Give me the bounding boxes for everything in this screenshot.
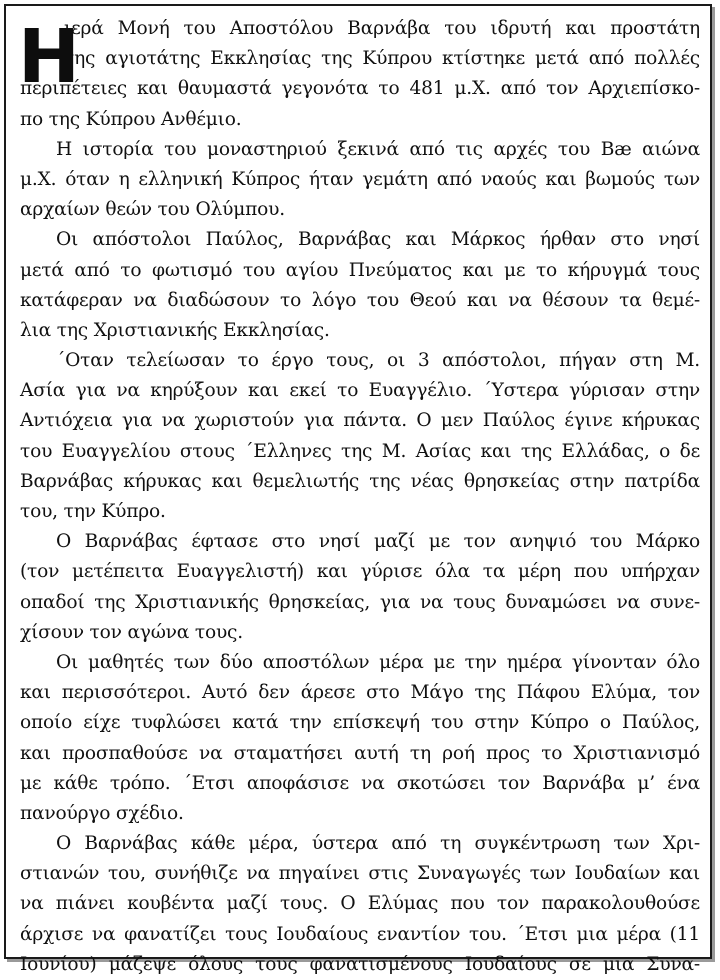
text-line: πο της Κύπρου Ανθέμιο.: [20, 108, 242, 130]
text-line: με κάθε τρόπο. ΄Ετσι αποφάσισε να σκοτώσει τον Βαρνάβα μ’ ένα: [20, 772, 700, 794]
text-line: να πιάνει κουβέντα μαζί τους. Ο Ελύμας που τον παρακολουθούσε: [20, 893, 700, 915]
paragraph-4: [20, 346, 700, 527]
text-line: Οι απόστολοι Παύλος, Βαρνάβας και Μάρκος ήρθαν στο νησί: [56, 229, 700, 251]
text-line: Ιουνίου) μάζεψε όλους τους φανατισμένους Ιουδαίους σε μια Συνα-: [20, 953, 700, 975]
text-line: Οι μαθητές των δύο αποστόλων μέρα με την ημέρα γίνονταν όλο: [56, 651, 700, 673]
text-line: άρχισε να φανατίζει τους Ιουδαίους εναντίον του. ΄Ετσι μια μέρα (11: [20, 923, 700, 945]
text-line: στιανών του, συνήθιζε να πηγαίνει στις Συναγωγές των Ιουδαίων και: [20, 863, 700, 885]
text-line: Ο Βαρνάβας κάθε μέρα, ύστερα από τη συγκέντρωση των Χρι-: [56, 833, 700, 855]
text-line: ιερά Μονή του Αποστόλου Βαρνάβα του ιδρυτή και προστάτη: [64, 18, 700, 39]
text-line: Αντιόχεια για να χωριστούν για πάντα. Ο μεν Παύλος έγινε κήρυκας: [20, 410, 700, 432]
text-line: του, την Κύπρο.: [20, 501, 166, 522]
text-line: του Ευαγγελίου στους ΄Ελληνες της Μ. Ασίας και της Ελλάδας, ο δε: [20, 440, 700, 462]
text-line: λια της Χριστιανικής Εκκλησίας.: [20, 319, 330, 341]
text-line: μετά από το φωτισμό του αγίου Πνεύματος και με το κήρυγμά τους: [20, 259, 700, 281]
drop-cap: Η: [18, 14, 80, 100]
text-line: (τον μετέπειτα Ευαγγελιστή) και γύρισε όλα τα μέρη που υπήρχαν: [20, 561, 700, 583]
text-line: και περισσότεροι. Αυτό δεν άρεσε στο Μάγο της Πάφου Ελύμα, τον: [20, 682, 700, 704]
text-line: Ο Βαρνάβας έφτασε στο νησί μαζί με τον ανηψιό του Μάρκο: [56, 531, 700, 553]
paragraph-2: [20, 135, 700, 226]
text-line: της αγιοτάτης Εκκλησίας της Κύπρου κτίστηκε μετά από πολλές: [64, 48, 700, 70]
article-body: [20, 14, 700, 980]
paragraph-3: [20, 225, 700, 346]
text-line: ΄Οταν τελείωσαν το έργο τους, οι 3 απόστολοι, πήγαν στη Μ.: [56, 350, 700, 372]
paragraph-5: [20, 527, 700, 648]
text-line: οποίο είχε τυφλώσει κατά την επίσκεψή του στην Κύπρο ο Παύλος,: [20, 712, 700, 734]
text-line: κατάφεραν να διαδώσουν το λόγο του Θεού και να θέσουν τα θεμέ-: [20, 289, 700, 311]
text-line: αρχαίων θεών του Ολύμπου.: [20, 199, 285, 221]
text-line: οπαδοί της Χριστιανικής θρησκείας, για να τους δυναμώσει να συνε-: [20, 591, 700, 613]
text-line: Βαρνάβας κήρυκας και θεμελιωτής της νέας θρησκείας στην πατρίδα: [20, 470, 700, 492]
paragraph-6: [20, 648, 700, 829]
paragraph-1: [20, 14, 700, 135]
text-line: πανούργο σχέδιο.: [20, 802, 184, 824]
text-line: Η ιστορία του μοναστηριού ξεκινά από τις αρχές του Βæ αιώνα: [56, 138, 700, 160]
text-line: Ασία για να κηρύξουν και εκεί το Ευαγγέλιο. ΄Υστερα γύρισαν στην: [20, 380, 700, 402]
paragraph-7: [20, 829, 700, 980]
text-line: μ.Χ. όταν η ελληνική Κύπρος ήταν γεμάτη από ναούς και βωμούς των: [20, 168, 700, 190]
text-line: και προσπαθούσε να σταματήσει αυτή τη ροή προς το Χριστιανισμό: [20, 742, 700, 764]
page-frame: [4, 4, 712, 975]
text-line: περιπέτειες και θαυμαστά γεγονότα το 481 μ.Χ. από τον Αρχιεπίσκο-: [20, 78, 700, 100]
text-line: χίσουν τον αγώνα τους.: [20, 621, 243, 643]
